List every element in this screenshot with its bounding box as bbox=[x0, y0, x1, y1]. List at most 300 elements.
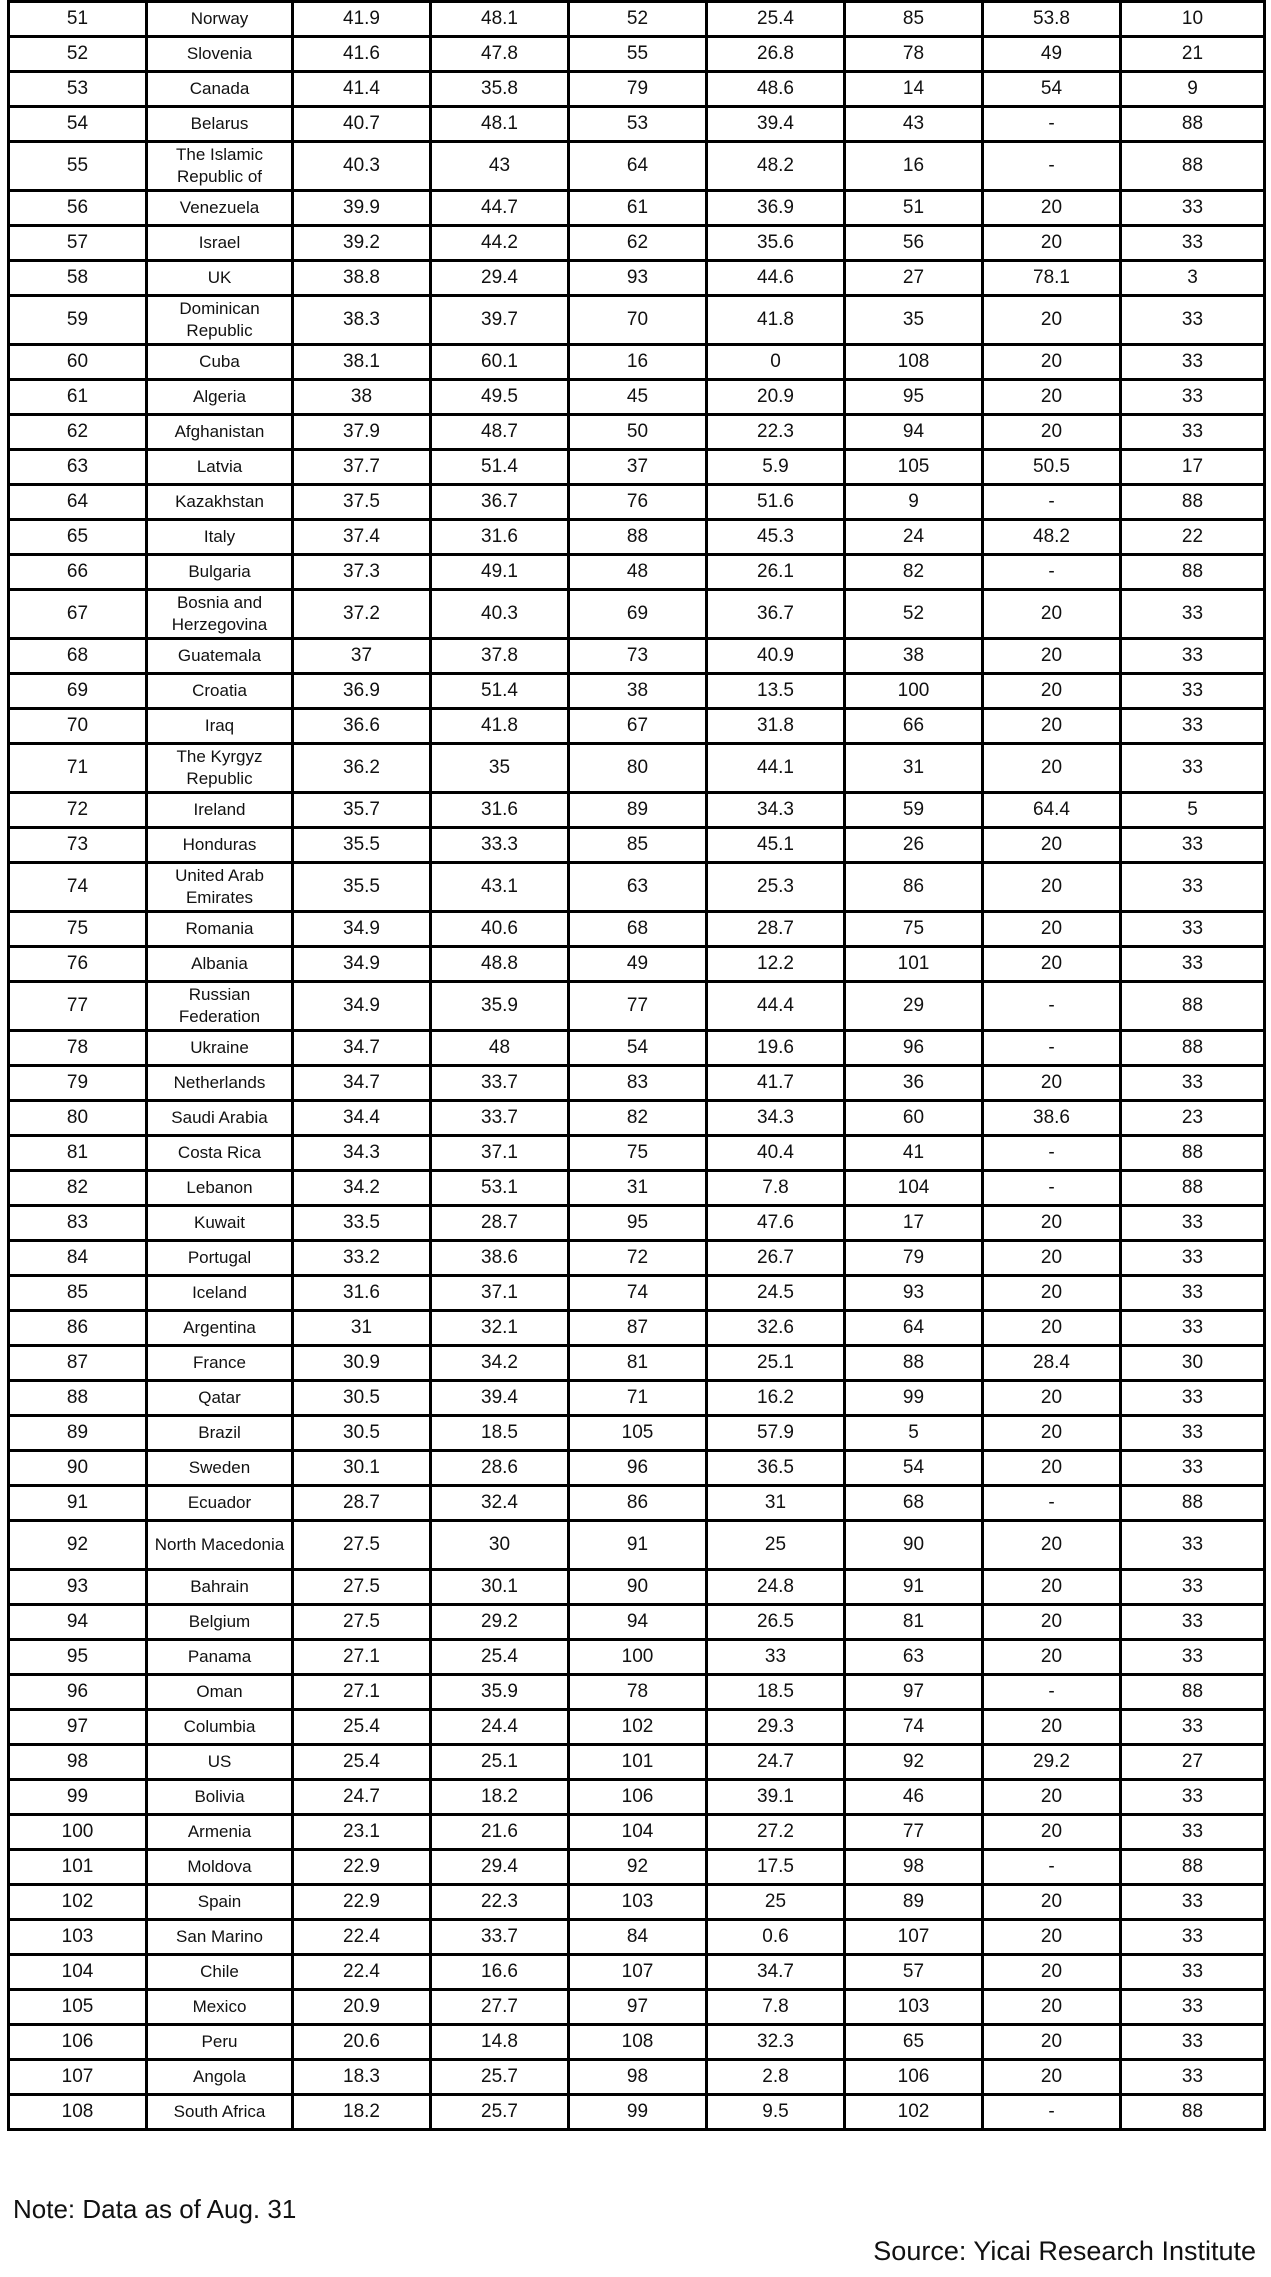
table-row bbox=[9, 1920, 1265, 1955]
table-row bbox=[9, 1311, 1265, 1346]
country-cell: US bbox=[147, 1745, 293, 1780]
sub-score-a-cell: 25.7 bbox=[431, 2060, 569, 2095]
table-row bbox=[9, 1416, 1265, 1451]
sub-rank-c-cell: 33 bbox=[1121, 1920, 1265, 1955]
sub-score-b-cell: 26.8 bbox=[707, 37, 845, 72]
sub-rank-b-cell: 66 bbox=[845, 709, 983, 744]
sub-score-c-cell: 20 bbox=[983, 380, 1121, 415]
sub-score-b-cell: 39.1 bbox=[707, 1780, 845, 1815]
rank-cell: 81 bbox=[9, 1136, 147, 1171]
country-cell: The Kyrgyz Republic bbox=[147, 744, 293, 793]
score-cell: 38 bbox=[293, 380, 431, 415]
table-row bbox=[9, 1136, 1265, 1171]
sub-score-c-cell: 20 bbox=[983, 2060, 1121, 2095]
sub-score-c-cell: 20 bbox=[983, 709, 1121, 744]
country-cell: Panama bbox=[147, 1640, 293, 1675]
sub-score-b-cell: 26.5 bbox=[707, 1605, 845, 1640]
sub-rank-a-cell: 90 bbox=[569, 1570, 707, 1605]
sub-score-b-cell: 51.6 bbox=[707, 485, 845, 520]
sub-rank-c-cell: 33 bbox=[1121, 380, 1265, 415]
sub-rank-b-cell: 90 bbox=[845, 1521, 983, 1570]
sub-score-c-cell: 20 bbox=[983, 1640, 1121, 1675]
table-row bbox=[9, 1850, 1265, 1885]
sub-rank-b-cell: 26 bbox=[845, 828, 983, 863]
rank-cell: 59 bbox=[9, 296, 147, 345]
sub-score-b-cell: 26.7 bbox=[707, 1241, 845, 1276]
table-row bbox=[9, 590, 1265, 639]
table-row bbox=[9, 261, 1265, 296]
rank-cell: 60 bbox=[9, 345, 147, 380]
sub-score-c-cell: 20 bbox=[983, 1780, 1121, 1815]
country-cell: Guatemala bbox=[147, 639, 293, 674]
table-row bbox=[9, 947, 1265, 982]
score-cell: 22.9 bbox=[293, 1850, 431, 1885]
score-cell: 22.4 bbox=[293, 1955, 431, 1990]
score-cell: 25.4 bbox=[293, 1745, 431, 1780]
sub-rank-c-cell: 33 bbox=[1121, 590, 1265, 639]
rank-cell: 54 bbox=[9, 107, 147, 142]
country-cell: Honduras bbox=[147, 828, 293, 863]
sub-score-b-cell: 17.5 bbox=[707, 1850, 845, 1885]
country-cell: Russian Federation bbox=[147, 982, 293, 1031]
score-cell: 31 bbox=[293, 1311, 431, 1346]
sub-score-a-cell: 37.1 bbox=[431, 1276, 569, 1311]
country-cell: Spain bbox=[147, 1885, 293, 1920]
sub-score-c-cell: 20 bbox=[983, 1605, 1121, 1640]
sub-score-b-cell: 2.8 bbox=[707, 2060, 845, 2095]
sub-score-c-cell: 20 bbox=[983, 1815, 1121, 1850]
rank-cell: 52 bbox=[9, 37, 147, 72]
sub-score-c-cell: 29.2 bbox=[983, 1745, 1121, 1780]
sub-score-a-cell: 49.5 bbox=[431, 380, 569, 415]
sub-rank-b-cell: 101 bbox=[845, 947, 983, 982]
sub-rank-a-cell: 68 bbox=[569, 912, 707, 947]
sub-rank-b-cell: 86 bbox=[845, 863, 983, 912]
score-cell: 18.3 bbox=[293, 2060, 431, 2095]
sub-score-b-cell: 57.9 bbox=[707, 1416, 845, 1451]
table-row bbox=[9, 1486, 1265, 1521]
country-cell: Latvia bbox=[147, 450, 293, 485]
sub-score-c-cell: 28.4 bbox=[983, 1346, 1121, 1381]
sub-score-a-cell: 43.1 bbox=[431, 863, 569, 912]
sub-rank-b-cell: 57 bbox=[845, 1955, 983, 1990]
sub-rank-a-cell: 91 bbox=[569, 1521, 707, 1570]
sub-rank-b-cell: 98 bbox=[845, 1850, 983, 1885]
sub-score-c-cell: - bbox=[983, 107, 1121, 142]
score-cell: 23.1 bbox=[293, 1815, 431, 1850]
sub-rank-a-cell: 86 bbox=[569, 1486, 707, 1521]
sub-rank-b-cell: 96 bbox=[845, 1031, 983, 1066]
sub-rank-b-cell: 52 bbox=[845, 590, 983, 639]
rank-cell: 53 bbox=[9, 72, 147, 107]
sub-rank-b-cell: 107 bbox=[845, 1920, 983, 1955]
sub-rank-b-cell: 5 bbox=[845, 1416, 983, 1451]
sub-rank-a-cell: 31 bbox=[569, 1171, 707, 1206]
sub-score-b-cell: 31.8 bbox=[707, 709, 845, 744]
sub-rank-b-cell: 75 bbox=[845, 912, 983, 947]
sub-rank-a-cell: 67 bbox=[569, 709, 707, 744]
table-row bbox=[9, 2060, 1265, 2095]
sub-rank-a-cell: 83 bbox=[569, 1066, 707, 1101]
country-cell: Saudi Arabia bbox=[147, 1101, 293, 1136]
sub-rank-a-cell: 73 bbox=[569, 639, 707, 674]
rank-cell: 94 bbox=[9, 1605, 147, 1640]
sub-score-c-cell: 20 bbox=[983, 863, 1121, 912]
sub-score-b-cell: 7.8 bbox=[707, 1171, 845, 1206]
table-row bbox=[9, 226, 1265, 261]
sub-rank-c-cell: 88 bbox=[1121, 2095, 1265, 2130]
sub-rank-a-cell: 92 bbox=[569, 1850, 707, 1885]
score-cell: 37 bbox=[293, 639, 431, 674]
sub-rank-b-cell: 97 bbox=[845, 1675, 983, 1710]
country-cell: Bahrain bbox=[147, 1570, 293, 1605]
sub-rank-c-cell: 33 bbox=[1121, 191, 1265, 226]
sub-rank-c-cell: 33 bbox=[1121, 415, 1265, 450]
sub-rank-c-cell: 88 bbox=[1121, 1136, 1265, 1171]
sub-score-a-cell: 48.7 bbox=[431, 415, 569, 450]
sub-score-a-cell: 32.4 bbox=[431, 1486, 569, 1521]
score-cell: 25.4 bbox=[293, 1710, 431, 1745]
country-cell: Ireland bbox=[147, 793, 293, 828]
sub-rank-a-cell: 106 bbox=[569, 1780, 707, 1815]
score-cell: 33.5 bbox=[293, 1206, 431, 1241]
rank-cell: 86 bbox=[9, 1311, 147, 1346]
country-cell: Afghanistan bbox=[147, 415, 293, 450]
country-cell: Columbia bbox=[147, 1710, 293, 1745]
sub-rank-c-cell: 30 bbox=[1121, 1346, 1265, 1381]
sub-rank-a-cell: 98 bbox=[569, 2060, 707, 2095]
sub-rank-a-cell: 100 bbox=[569, 1640, 707, 1675]
table-row bbox=[9, 2025, 1265, 2060]
sub-rank-c-cell: 88 bbox=[1121, 555, 1265, 590]
sub-score-c-cell: 20 bbox=[983, 1885, 1121, 1920]
table-row bbox=[9, 485, 1265, 520]
table-row bbox=[9, 828, 1265, 863]
country-cell: Costa Rica bbox=[147, 1136, 293, 1171]
sub-rank-a-cell: 50 bbox=[569, 415, 707, 450]
table-row bbox=[9, 1241, 1265, 1276]
score-cell: 27.5 bbox=[293, 1570, 431, 1605]
score-cell: 31.6 bbox=[293, 1276, 431, 1311]
rank-cell: 67 bbox=[9, 590, 147, 639]
rank-cell: 77 bbox=[9, 982, 147, 1031]
country-cell: San Marino bbox=[147, 1920, 293, 1955]
sub-score-c-cell: - bbox=[983, 555, 1121, 590]
sub-score-b-cell: 0.6 bbox=[707, 1920, 845, 1955]
sub-score-a-cell: 40.3 bbox=[431, 590, 569, 639]
sub-score-b-cell: 27.2 bbox=[707, 1815, 845, 1850]
sub-rank-a-cell: 74 bbox=[569, 1276, 707, 1311]
sub-score-a-cell: 30.1 bbox=[431, 1570, 569, 1605]
rank-cell: 64 bbox=[9, 485, 147, 520]
score-cell: 37.3 bbox=[293, 555, 431, 590]
score-cell: 36.6 bbox=[293, 709, 431, 744]
sub-rank-b-cell: 68 bbox=[845, 1486, 983, 1521]
sub-rank-b-cell: 74 bbox=[845, 1710, 983, 1745]
rank-cell: 95 bbox=[9, 1640, 147, 1675]
sub-rank-b-cell: 108 bbox=[845, 345, 983, 380]
sub-rank-c-cell: 33 bbox=[1121, 744, 1265, 793]
score-cell: 30.5 bbox=[293, 1416, 431, 1451]
sub-rank-a-cell: 85 bbox=[569, 828, 707, 863]
score-cell: 41.6 bbox=[293, 37, 431, 72]
sub-score-b-cell: 34.3 bbox=[707, 1101, 845, 1136]
country-cell: Chile bbox=[147, 1955, 293, 1990]
sub-score-b-cell: 12.2 bbox=[707, 947, 845, 982]
sub-score-b-cell: 24.5 bbox=[707, 1276, 845, 1311]
score-cell: 35.5 bbox=[293, 828, 431, 863]
sub-rank-c-cell: 5 bbox=[1121, 793, 1265, 828]
sub-rank-c-cell: 88 bbox=[1121, 1031, 1265, 1066]
sub-score-a-cell: 48.8 bbox=[431, 947, 569, 982]
sub-rank-b-cell: 103 bbox=[845, 1990, 983, 2025]
sub-rank-b-cell: 46 bbox=[845, 1780, 983, 1815]
score-cell: 20.9 bbox=[293, 1990, 431, 2025]
rank-cell: 96 bbox=[9, 1675, 147, 1710]
sub-rank-a-cell: 80 bbox=[569, 744, 707, 793]
sub-rank-c-cell: 33 bbox=[1121, 1640, 1265, 1675]
sub-rank-b-cell: 79 bbox=[845, 1241, 983, 1276]
sub-score-b-cell: 48.2 bbox=[707, 142, 845, 191]
rank-cell: 87 bbox=[9, 1346, 147, 1381]
score-cell: 34.9 bbox=[293, 912, 431, 947]
table-row bbox=[9, 1451, 1265, 1486]
rank-cell: 85 bbox=[9, 1276, 147, 1311]
sub-score-a-cell: 29.4 bbox=[431, 261, 569, 296]
sub-score-b-cell: 5.9 bbox=[707, 450, 845, 485]
sub-rank-b-cell: 82 bbox=[845, 555, 983, 590]
sub-score-b-cell: 25.1 bbox=[707, 1346, 845, 1381]
table-row bbox=[9, 1206, 1265, 1241]
sub-rank-a-cell: 72 bbox=[569, 1241, 707, 1276]
sub-rank-b-cell: 105 bbox=[845, 450, 983, 485]
sub-score-b-cell: 40.4 bbox=[707, 1136, 845, 1171]
sub-score-a-cell: 35.8 bbox=[431, 72, 569, 107]
score-cell: 22.9 bbox=[293, 1885, 431, 1920]
sub-score-c-cell: 20 bbox=[983, 674, 1121, 709]
sub-rank-c-cell: 33 bbox=[1121, 1885, 1265, 1920]
sub-rank-c-cell: 33 bbox=[1121, 639, 1265, 674]
sub-rank-a-cell: 102 bbox=[569, 1710, 707, 1745]
rank-cell: 79 bbox=[9, 1066, 147, 1101]
score-cell: 24.7 bbox=[293, 1780, 431, 1815]
country-cell: Croatia bbox=[147, 674, 293, 709]
sub-score-a-cell: 40.6 bbox=[431, 912, 569, 947]
rank-cell: 89 bbox=[9, 1416, 147, 1451]
table-row bbox=[9, 1346, 1265, 1381]
sub-rank-c-cell: 21 bbox=[1121, 37, 1265, 72]
sub-rank-b-cell: 95 bbox=[845, 380, 983, 415]
country-cell: Canada bbox=[147, 72, 293, 107]
sub-score-a-cell: 44.7 bbox=[431, 191, 569, 226]
sub-rank-c-cell: 88 bbox=[1121, 485, 1265, 520]
score-cell: 34.3 bbox=[293, 1136, 431, 1171]
table-row bbox=[9, 639, 1265, 674]
sub-score-b-cell: 18.5 bbox=[707, 1675, 845, 1710]
sub-score-a-cell: 48.1 bbox=[431, 2, 569, 37]
sub-score-a-cell: 16.6 bbox=[431, 1955, 569, 1990]
sub-score-a-cell: 33.7 bbox=[431, 1066, 569, 1101]
rank-cell: 73 bbox=[9, 828, 147, 863]
sub-rank-a-cell: 84 bbox=[569, 1920, 707, 1955]
sub-rank-a-cell: 70 bbox=[569, 296, 707, 345]
country-cell: Cuba bbox=[147, 345, 293, 380]
score-cell: 37.9 bbox=[293, 415, 431, 450]
sub-score-b-cell: 44.6 bbox=[707, 261, 845, 296]
sub-score-c-cell: 64.4 bbox=[983, 793, 1121, 828]
score-cell: 22.4 bbox=[293, 1920, 431, 1955]
sub-rank-c-cell: 33 bbox=[1121, 1451, 1265, 1486]
score-cell: 27.5 bbox=[293, 1521, 431, 1570]
sub-score-a-cell: 37.8 bbox=[431, 639, 569, 674]
sub-rank-c-cell: 33 bbox=[1121, 863, 1265, 912]
score-cell: 34.7 bbox=[293, 1066, 431, 1101]
sub-score-b-cell: 36.5 bbox=[707, 1451, 845, 1486]
sub-rank-a-cell: 95 bbox=[569, 1206, 707, 1241]
sub-rank-c-cell: 88 bbox=[1121, 1675, 1265, 1710]
sub-score-a-cell: 25.4 bbox=[431, 1640, 569, 1675]
score-cell: 40.7 bbox=[293, 107, 431, 142]
sub-rank-a-cell: 101 bbox=[569, 1745, 707, 1780]
table-row bbox=[9, 520, 1265, 555]
rank-cell: 80 bbox=[9, 1101, 147, 1136]
sub-score-c-cell: 20 bbox=[983, 639, 1121, 674]
sub-rank-c-cell: 33 bbox=[1121, 1381, 1265, 1416]
sub-score-c-cell: 20 bbox=[983, 226, 1121, 261]
sub-rank-a-cell: 16 bbox=[569, 345, 707, 380]
country-cell: Mexico bbox=[147, 1990, 293, 2025]
rank-cell: 99 bbox=[9, 1780, 147, 1815]
sub-score-c-cell: 20 bbox=[983, 590, 1121, 639]
sub-score-c-cell: 20 bbox=[983, 296, 1121, 345]
rank-cell: 83 bbox=[9, 1206, 147, 1241]
score-cell: 41.4 bbox=[293, 72, 431, 107]
sub-score-b-cell: 44.4 bbox=[707, 982, 845, 1031]
sub-score-a-cell: 34.2 bbox=[431, 1346, 569, 1381]
country-cell: Kuwait bbox=[147, 1206, 293, 1241]
country-cell: Venezuela bbox=[147, 191, 293, 226]
score-cell: 27.1 bbox=[293, 1640, 431, 1675]
sub-rank-c-cell: 88 bbox=[1121, 142, 1265, 191]
sub-score-a-cell: 38.6 bbox=[431, 1241, 569, 1276]
sub-rank-a-cell: 62 bbox=[569, 226, 707, 261]
rank-cell: 51 bbox=[9, 2, 147, 37]
rank-cell: 65 bbox=[9, 520, 147, 555]
rank-cell: 106 bbox=[9, 2025, 147, 2060]
sub-rank-b-cell: 29 bbox=[845, 982, 983, 1031]
country-cell: Israel bbox=[147, 226, 293, 261]
sub-score-b-cell: 25.4 bbox=[707, 2, 845, 37]
table-row bbox=[9, 709, 1265, 744]
sub-rank-c-cell: 33 bbox=[1121, 1990, 1265, 2025]
sub-score-c-cell: 49 bbox=[983, 37, 1121, 72]
country-cell: Bulgaria bbox=[147, 555, 293, 590]
rank-cell: 108 bbox=[9, 2095, 147, 2130]
sub-score-a-cell: 48 bbox=[431, 1031, 569, 1066]
sub-score-a-cell: 27.7 bbox=[431, 1990, 569, 2025]
sub-score-a-cell: 25.7 bbox=[431, 2095, 569, 2130]
sub-score-a-cell: 35 bbox=[431, 744, 569, 793]
sub-rank-c-cell: 9 bbox=[1121, 72, 1265, 107]
rank-cell: 84 bbox=[9, 1241, 147, 1276]
sub-rank-c-cell: 88 bbox=[1121, 982, 1265, 1031]
sub-rank-a-cell: 48 bbox=[569, 555, 707, 590]
country-cell: Ecuador bbox=[147, 1486, 293, 1521]
sub-score-a-cell: 43 bbox=[431, 142, 569, 191]
rank-cell: 98 bbox=[9, 1745, 147, 1780]
sub-rank-a-cell: 54 bbox=[569, 1031, 707, 1066]
sub-score-a-cell: 25.1 bbox=[431, 1745, 569, 1780]
table-row bbox=[9, 1955, 1265, 1990]
sub-rank-c-cell: 17 bbox=[1121, 450, 1265, 485]
score-cell: 34.7 bbox=[293, 1031, 431, 1066]
sub-score-a-cell: 36.7 bbox=[431, 485, 569, 520]
rank-cell: 72 bbox=[9, 793, 147, 828]
rank-cell: 75 bbox=[9, 912, 147, 947]
sub-score-a-cell: 39.7 bbox=[431, 296, 569, 345]
sub-score-c-cell: - bbox=[983, 1486, 1121, 1521]
sub-score-a-cell: 28.7 bbox=[431, 1206, 569, 1241]
score-cell: 37.4 bbox=[293, 520, 431, 555]
score-cell: 20.6 bbox=[293, 2025, 431, 2060]
ranking-table bbox=[7, 0, 1266, 2131]
country-cell: Qatar bbox=[147, 1381, 293, 1416]
sub-rank-b-cell: 27 bbox=[845, 261, 983, 296]
sub-score-a-cell: 37.1 bbox=[431, 1136, 569, 1171]
sub-rank-a-cell: 77 bbox=[569, 982, 707, 1031]
sub-score-a-cell: 14.8 bbox=[431, 2025, 569, 2060]
rank-cell: 78 bbox=[9, 1031, 147, 1066]
sub-rank-b-cell: 56 bbox=[845, 226, 983, 261]
sub-rank-c-cell: 88 bbox=[1121, 1486, 1265, 1521]
sub-score-a-cell: 31.6 bbox=[431, 793, 569, 828]
sub-score-b-cell: 48.6 bbox=[707, 72, 845, 107]
sub-score-b-cell: 33 bbox=[707, 1640, 845, 1675]
country-cell: Slovenia bbox=[147, 37, 293, 72]
sub-rank-a-cell: 52 bbox=[569, 2, 707, 37]
sub-score-a-cell: 49.1 bbox=[431, 555, 569, 590]
sub-rank-c-cell: 88 bbox=[1121, 1850, 1265, 1885]
sub-rank-a-cell: 63 bbox=[569, 863, 707, 912]
sub-rank-b-cell: 81 bbox=[845, 1605, 983, 1640]
sub-score-c-cell: 20 bbox=[983, 744, 1121, 793]
sub-score-a-cell: 24.4 bbox=[431, 1710, 569, 1745]
sub-rank-b-cell: 104 bbox=[845, 1171, 983, 1206]
sub-score-a-cell: 44.2 bbox=[431, 226, 569, 261]
country-cell: Belarus bbox=[147, 107, 293, 142]
score-cell: 28.7 bbox=[293, 1486, 431, 1521]
sub-rank-c-cell: 33 bbox=[1121, 1710, 1265, 1745]
table-row bbox=[9, 744, 1265, 793]
score-cell: 18.2 bbox=[293, 2095, 431, 2130]
sub-rank-c-cell: 22 bbox=[1121, 520, 1265, 555]
sub-rank-c-cell: 33 bbox=[1121, 1780, 1265, 1815]
sub-score-c-cell: - bbox=[983, 1675, 1121, 1710]
score-cell: 30.9 bbox=[293, 1346, 431, 1381]
sub-rank-a-cell: 71 bbox=[569, 1381, 707, 1416]
sub-score-b-cell: 39.4 bbox=[707, 107, 845, 142]
sub-rank-a-cell: 94 bbox=[569, 1605, 707, 1640]
sub-score-a-cell: 30 bbox=[431, 1521, 569, 1570]
sub-score-a-cell: 29.2 bbox=[431, 1605, 569, 1640]
sub-score-a-cell: 41.8 bbox=[431, 709, 569, 744]
sub-rank-b-cell: 85 bbox=[845, 2, 983, 37]
country-cell: Algeria bbox=[147, 380, 293, 415]
sub-rank-a-cell: 76 bbox=[569, 485, 707, 520]
table-row bbox=[9, 1885, 1265, 1920]
sub-rank-b-cell: 31 bbox=[845, 744, 983, 793]
rank-cell: 56 bbox=[9, 191, 147, 226]
